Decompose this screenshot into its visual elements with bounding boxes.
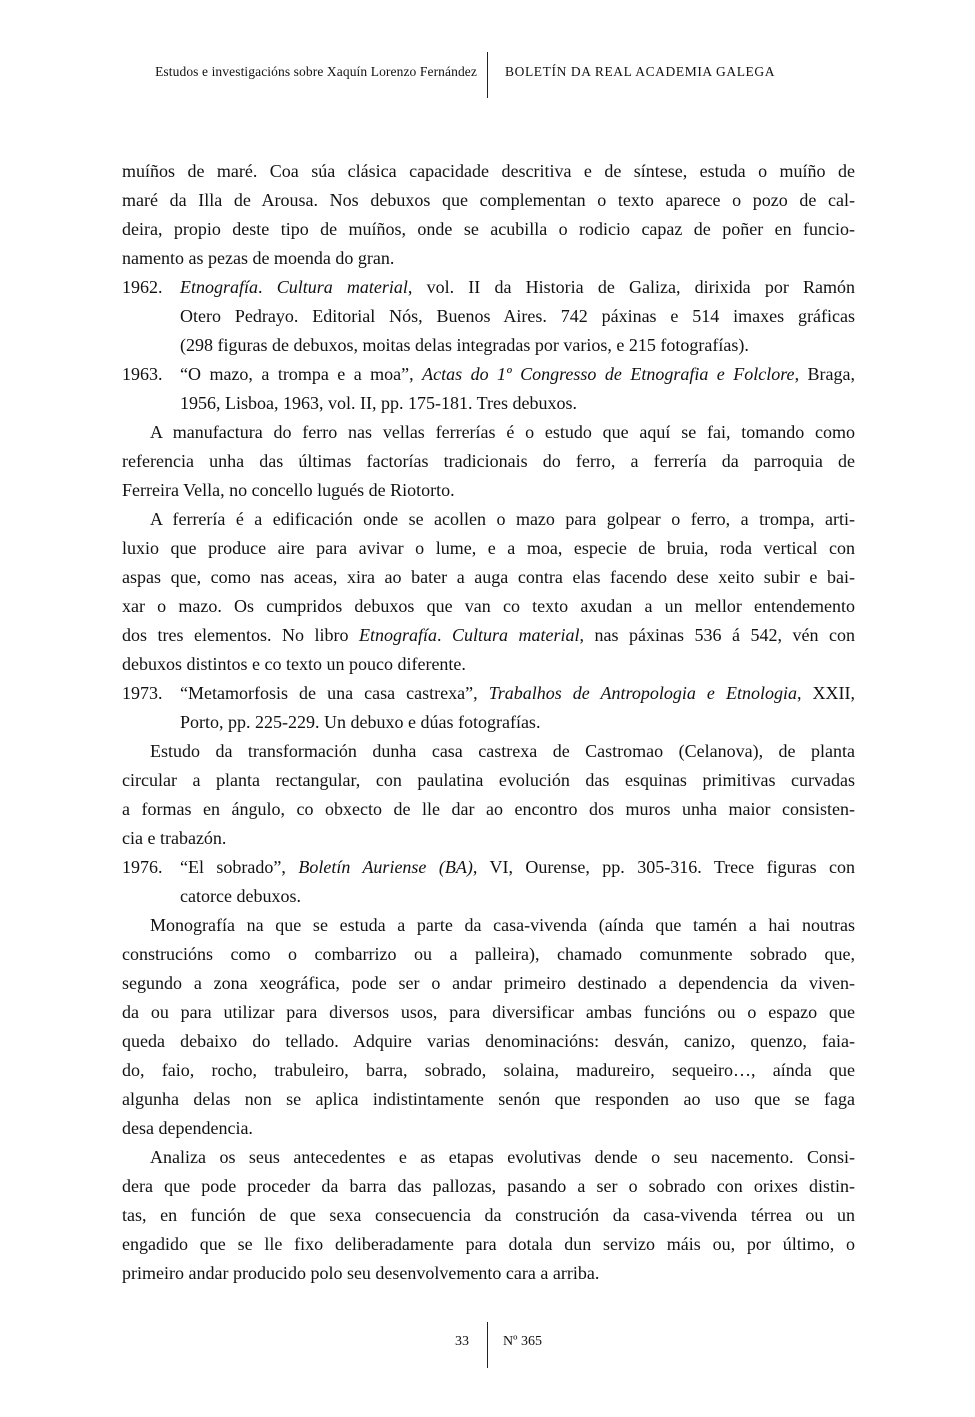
- text-segment: engadido que se lle fixo deliberadamente para dotala dun servizo máis ou, por último, o: [122, 1234, 855, 1254]
- text-segment: 1956, Lisboa, 1963, vol. II, pp. 175-181. Tres debuxos.: [180, 393, 577, 413]
- paragraph: [122, 1143, 855, 1288]
- text-line: [122, 1085, 855, 1114]
- text-line: [122, 795, 855, 824]
- text-segment: queda debaixo do tellado. Adquire varias denominacións: desván, canizo, quenzo, faia-: [122, 1031, 855, 1051]
- text-line: [122, 882, 855, 911]
- text-line: [122, 969, 855, 998]
- text-segment: dos tres elementos. No libro: [122, 625, 359, 645]
- text-line: [122, 215, 855, 244]
- paragraph: [122, 418, 855, 505]
- text-line: [122, 998, 855, 1027]
- text-line: [122, 824, 855, 853]
- text-segment: tas, en función de que sexa consecuencia da construción da casa-vivenda térrea ou un: [122, 1205, 855, 1225]
- text-line: [122, 1201, 855, 1230]
- text-segment: algunha delas non se aplica indistintamente senón que responden ao uso que se faga: [122, 1089, 855, 1109]
- text-line: [122, 476, 855, 505]
- text-segment: muíños de maré. Coa súa clásica capacidade descritiva e de síntese, estuda o muíño de: [122, 161, 855, 181]
- text-segment: Analiza os seus antecedentes e as etapas evolutivas dende o seu nacemento. Consi-: [150, 1147, 855, 1167]
- text-segment: construcións como o combarrizo ou a palleira), chamado comunmente sobrado que,: [122, 944, 855, 964]
- text-line: [122, 766, 855, 795]
- text-line: [122, 592, 855, 621]
- text-line: [122, 418, 855, 447]
- text-segment: do, faio, rocho, trabuleiro, barra, sobrado, solaina, madureiro, sequeiro…, aínda que: [122, 1060, 855, 1080]
- bibliography-entry: [122, 679, 855, 737]
- text-line: [122, 737, 855, 766]
- issue-number: Nº 365: [503, 1334, 542, 1349]
- text-segment: desa dependencia.: [122, 1118, 253, 1138]
- text-line: [122, 940, 855, 969]
- text-segment: Estudo da transformación dunha casa castrexa de Castromao (Celanova), de planta: [150, 741, 855, 761]
- text-segment: “O mazo, a trompa e a moa”,: [180, 364, 423, 384]
- text-segment: referencia unha das últimas factorías tradicionais do ferro, a ferrería da parroquia de: [122, 451, 855, 471]
- italic-title: Trabalhos de Antropologia e Etnologia: [488, 683, 797, 703]
- bibliography-entry: [122, 853, 855, 911]
- text-segment: .: [437, 625, 453, 645]
- text-segment: A manufactura do ferro nas vellas ferrerías é o estudo que aquí se fai, tomando como: [150, 422, 855, 442]
- text-line: [122, 244, 855, 273]
- text-segment: cia e trabazón.: [122, 828, 227, 848]
- italic-title: Etnografía: [180, 277, 259, 297]
- text-segment: Otero Pedrayo. Editorial Nós, Buenos Aires. 742 páxinas e 514 imaxes gráficas: [180, 306, 855, 326]
- text-line: [122, 1172, 855, 1201]
- text-segment: “El sobrado”,: [180, 857, 299, 877]
- text-segment: .: [258, 277, 277, 297]
- italic-title: Cultura material: [452, 625, 580, 645]
- italic-title: Cultura material: [276, 277, 408, 297]
- text-segment: namento as pezas de moenda do gran.: [122, 248, 395, 268]
- text-segment: , XXII,: [796, 683, 856, 703]
- italic-title: Boletín Auriense (BA): [298, 857, 473, 877]
- text-segment: da ou para utilizar para diversos usos, para diversificar ambas funcións ou o espazo que: [122, 1002, 855, 1022]
- text-segment: circular a planta rectangular, con paulatina evolución das esquinas primitivas curvadas: [122, 770, 855, 790]
- header-journal-title: BOLETÍN DA REAL ACADEMIA GALEGA: [505, 64, 776, 79]
- text-line: [122, 186, 855, 215]
- text-line: [122, 331, 855, 360]
- text-line: [122, 650, 855, 679]
- text-line: [122, 389, 855, 418]
- text-segment: , Braga,: [794, 364, 856, 384]
- text-line: [122, 273, 855, 302]
- entry-year: 1963.: [122, 364, 163, 384]
- page-number: 33: [455, 1334, 469, 1349]
- text-line: [122, 911, 855, 940]
- paragraph: [122, 505, 855, 679]
- text-line: [122, 1259, 855, 1288]
- text-segment: (298 figuras de debuxos, moitas delas integradas por varios, e 215 fotografías).: [180, 335, 749, 355]
- text-segment: , vol. II da Historia de Galiza, dirixida por Ramón: [407, 277, 855, 297]
- entry-year: 1962.: [122, 277, 163, 297]
- text-segment: maré da Illa de Arousa. Nos debuxos que complementan o texto aparece o pozo de cal-: [122, 190, 855, 210]
- text-segment: , nas páxinas 536 á 542, vén con: [579, 625, 856, 645]
- text-segment: catorce debuxos.: [180, 886, 301, 906]
- text-line: [122, 1114, 855, 1143]
- text-segment: a formas en ángulo, co obxecto de lle dar ao encontro dos muros unha maior consisten-: [122, 799, 855, 819]
- text-segment: xar o mazo. Os cumpridos debuxos que van co texto axudan a un mellor entendemento: [122, 596, 855, 616]
- text-line: [122, 563, 855, 592]
- text-line: [122, 157, 855, 186]
- footer-divider: [487, 1322, 488, 1368]
- text-segment: “Metamorfosis de una casa castrexa”,: [180, 683, 489, 703]
- text-line: [122, 360, 855, 389]
- text-line: [122, 1143, 855, 1172]
- paragraph: [122, 911, 855, 1143]
- text-segment: Ferreira Vella, no concello lugués de Riotorto.: [122, 480, 455, 500]
- text-segment: primeiro andar producido polo seu desenvolvemento cara a arriba.: [122, 1263, 600, 1283]
- paragraph: [122, 157, 855, 273]
- text-segment: luxio que produce aire para avivar o lume, e a moa, especie de bruia, roda vertical con: [122, 538, 855, 558]
- text-segment: aspas que, como nas aceas, xira ao bater a auga contra elas facendo dese xeito subir e bai-: [122, 567, 855, 587]
- italic-title: Actas do 1º Congresso de Etnografia e Folclore: [422, 364, 795, 384]
- text-segment: Porto, pp. 225-229. Un debuxo e dúas fotografías.: [180, 712, 541, 732]
- text-line: [122, 1027, 855, 1056]
- text-segment: A ferrería é a edificación onde se acollen o mazo para golpear o ferro, a trompa, arti-: [150, 509, 855, 529]
- text-segment: , VI, Ourense, pp. 305-316. Trece figuras con: [472, 857, 855, 877]
- text-line: [122, 1056, 855, 1085]
- italic-title: Etnografía: [358, 625, 437, 645]
- header-series-title: Estudos e investigacións sobre Xaquín Lorenzo Fernández: [155, 64, 477, 79]
- paragraph: [122, 737, 855, 853]
- bibliography-entry: [122, 273, 855, 360]
- text-line: [122, 505, 855, 534]
- page-body: [122, 157, 855, 1288]
- text-line: [122, 708, 855, 737]
- entry-year: 1973.: [122, 683, 163, 703]
- entry-year: 1976.: [122, 857, 163, 877]
- text-segment: segundo a zona xeográfica, pode ser o andar primeiro destinado a dependencia da viven-: [122, 973, 855, 993]
- text-line: [122, 1230, 855, 1259]
- header-divider: [487, 52, 488, 98]
- bibliography-entry: [122, 360, 855, 418]
- text-line: [122, 621, 855, 650]
- text-segment: Monografía na que se estuda a parte da casa-vivenda (aínda que tamén a hai noutras: [150, 915, 855, 935]
- text-line: [122, 447, 855, 476]
- text-segment: dera que pode proceder da barra das pallozas, pasando a ser o sobrado con orixes distin-: [122, 1176, 855, 1196]
- text-line: [122, 679, 855, 708]
- text-segment: debuxos distintos e co texto un pouco diferente.: [122, 654, 466, 674]
- text-line: [122, 302, 855, 331]
- text-line: [122, 534, 855, 563]
- text-line: [122, 853, 855, 882]
- text-segment: deira, propio deste tipo de muíños, onde se acubilla o rodicio capaz de poñer en funcio-: [122, 219, 855, 239]
